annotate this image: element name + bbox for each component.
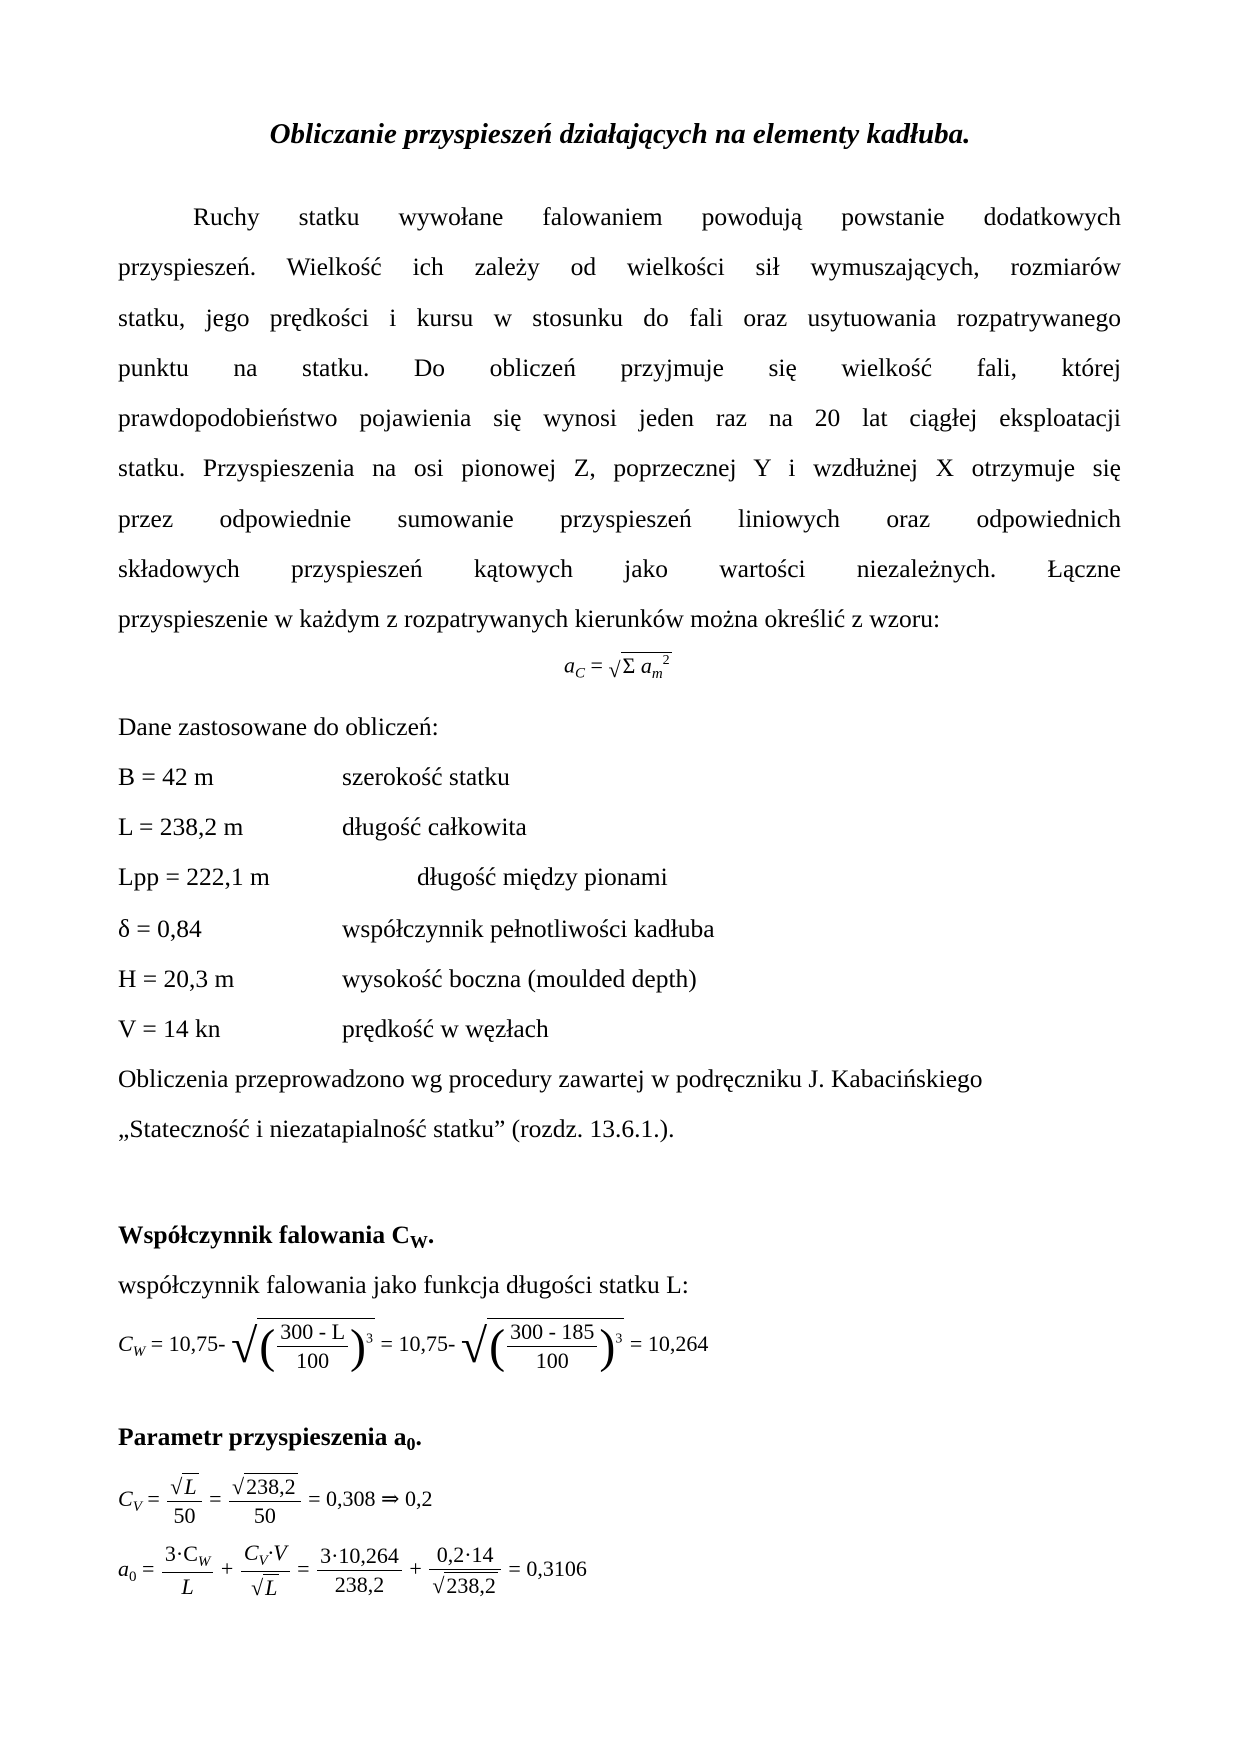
formula-equals: = (629, 1331, 643, 1357)
formula-equals: = (508, 1555, 521, 1581)
formula-superscript: 3 (366, 1331, 374, 1347)
param-symbol: H = 20,3 m (118, 964, 235, 993)
formula-result: 0,2 (404, 1485, 433, 1511)
radical-sign-icon: √ (251, 1575, 264, 1601)
formula-subscript: V (258, 1553, 268, 1569)
formula-subscript: V (132, 1498, 142, 1515)
formula-subscript: W (197, 1554, 211, 1571)
denominator: 50 (253, 1503, 276, 1529)
fraction (162, 1541, 214, 1600)
formula-symbol: a (640, 653, 652, 678)
formula-constant: 10,75- (168, 1331, 226, 1357)
formula-equals: = (590, 652, 603, 678)
formula-subscript: C (575, 665, 586, 682)
numerator: 0,2·14 (429, 1542, 501, 1570)
heading-text: . (427, 1220, 435, 1249)
param-desc: wysokość boczna (moulded depth) (342, 964, 697, 993)
radical-sign-icon: √ (460, 1320, 488, 1373)
formula-result: 0,308 (326, 1485, 376, 1511)
formula-equals: = (147, 1485, 160, 1511)
paren-left-icon: ( (259, 1319, 276, 1373)
param-symbol: V = 14 kn (118, 1014, 221, 1043)
paragraph-line: statku, jego prędkości i kursu w stosunku do fali oraz usytuowania rozpatrywanego (118, 302, 1121, 332)
formula-equals: = (297, 1555, 310, 1581)
heading-text: . (415, 1422, 422, 1451)
section-heading-cw (118, 1220, 434, 1253)
param-desc: współczynnik pełnotliwości kadłuba (342, 914, 715, 943)
radical-sign-icon: √ (232, 1474, 245, 1500)
square-root (231, 1318, 375, 1374)
paragraph-line: składowych przyspieszeń kątowych jako wartości niezależnych. Łączne (118, 554, 1121, 584)
paren-left-icon: ( (489, 1319, 506, 1373)
paragraph-line: prawdopodobieństwo pojawienia się wynosi jeden raz na 20 lat ciągłej eksploatacji (118, 403, 1121, 433)
source-note: Obliczenia przeprowadzono wg procedury zawartej w podręczniku J. Kabacińskiego (118, 1064, 983, 1093)
plus-sign: + (220, 1555, 234, 1581)
denominator (429, 1570, 501, 1599)
square-root (608, 652, 671, 683)
numerator: 300 - 185 (507, 1319, 597, 1347)
radicand: L (265, 1575, 278, 1601)
heading-text: Współczynnik falowania C (118, 1220, 410, 1249)
numerator: 300 - L (277, 1319, 348, 1347)
intro-paragraph (118, 192, 1121, 645)
data-heading: Dane zastosowane do obliczeń: (118, 712, 439, 741)
formula-wave-coefficient (118, 1318, 708, 1374)
plus-sign: + (409, 1555, 422, 1581)
formula-superscript: 2 (662, 653, 670, 668)
radical-sign-icon: √ (230, 1320, 258, 1373)
formula-equals: = (142, 1555, 155, 1581)
section-heading-a0 (118, 1422, 422, 1455)
fraction (277, 1319, 348, 1374)
numerator: 3·10,264 (317, 1543, 402, 1571)
fraction (167, 1472, 201, 1529)
numerator (229, 1472, 301, 1502)
paragraph-line: przyspieszenie w każdym z rozpatrywanych kierunków można określić z wzoru: (118, 604, 941, 634)
radicand: 238,2 (446, 1573, 496, 1599)
fraction (241, 1540, 290, 1601)
denominator: 50 (173, 1503, 196, 1529)
paragraph-line: przyspieszeń. Wielkość ich zależy od wielkości sił wymuszających, rozmiarów (118, 252, 1121, 282)
param-symbol: δ = 0,84 (118, 914, 202, 943)
denominator: L (181, 1574, 194, 1600)
source-note: „Stateczność i niezatapialność statku” (rozdz. 13.6.1.). (118, 1114, 675, 1143)
sigma-symbol: Σ (622, 653, 636, 678)
formula-superscript: 3 (615, 1331, 623, 1347)
section-cw-description: współczynnik falowania jako funkcja długości statku L: (118, 1270, 689, 1299)
fraction (429, 1542, 501, 1599)
numerator (241, 1540, 290, 1572)
formula-subscript: m (651, 666, 663, 682)
radicand: 238,2 (246, 1474, 296, 1500)
param-desc: długość całkowita (342, 812, 527, 841)
formula-subscript: W (132, 1344, 146, 1361)
numerator-text: 3·C (164, 1541, 198, 1567)
formula-equals: = (209, 1485, 222, 1511)
param-symbol: B = 42 m (118, 762, 214, 791)
fraction (507, 1319, 597, 1374)
formula-symbol: C (118, 1485, 133, 1511)
heading-subscript: 0 (406, 1434, 416, 1454)
heading-text: Parametr przyspieszenia a (118, 1422, 407, 1451)
param-desc: prędkość w węzłach (342, 1014, 549, 1043)
denominator: 238,2 (334, 1572, 385, 1598)
formula-subscript: 0 (129, 1568, 137, 1585)
param-symbol: Lpp = 222,1 m (118, 862, 270, 891)
numerator-text: C (243, 1540, 259, 1565)
formula-symbol: C (118, 1331, 133, 1357)
paragraph-line: przez odpowiednie sumowanie przyspieszeń liniowych oraz odpowiednich (118, 503, 1121, 533)
radical-sign-icon: √ (432, 1573, 445, 1599)
formula-equals: = (308, 1485, 321, 1511)
paren-right-icon: ) (350, 1319, 367, 1373)
square-root (461, 1318, 625, 1374)
fraction (317, 1543, 402, 1598)
formula-symbol: a (564, 652, 575, 678)
denominator (241, 1572, 290, 1601)
formula-symbol: a (118, 1555, 129, 1581)
formula-equals: = (150, 1331, 164, 1357)
document-title: Obliczanie przyspieszeń działających na elementy kadłuba. (269, 118, 971, 150)
param-desc: długość między pionami (417, 862, 668, 891)
formula-constant: 10,75- (398, 1331, 456, 1357)
param-symbol: L = 238,2 m (118, 812, 244, 841)
formula-total-acceleration (564, 652, 672, 683)
paragraph-line: punktu na statku. Do obliczeń przyjmuje się wielkość fali, której (118, 352, 1121, 382)
radical-sign-icon: √ (608, 657, 621, 682)
formula-equals: = (380, 1331, 393, 1357)
paren-right-icon: ) (599, 1319, 616, 1373)
paragraph-line: statku. Przyspieszenia na osi pionowej Z, poprzecznej Y i wzdłużnej X otrzymuje się (118, 453, 1121, 483)
paragraph-line: Ruchy statku wywołane falowaniem powodują powstanie dodatkowych (193, 202, 1121, 231)
numerator (162, 1541, 214, 1573)
radicand: L (184, 1474, 197, 1500)
heading-subscript: W (409, 1232, 428, 1252)
numerator-text: ·V (267, 1540, 287, 1565)
formula-result: 0,3106 (526, 1555, 587, 1581)
formula-cv (118, 1472, 432, 1529)
numerator (167, 1472, 201, 1502)
implies-arrow-icon: ⇒ (381, 1485, 400, 1511)
param-desc: szerokość statku (342, 762, 510, 791)
fraction (229, 1472, 301, 1529)
radical-sign-icon: √ (170, 1474, 183, 1500)
denominator: 100 (535, 1348, 569, 1373)
formula-a0 (118, 1540, 587, 1601)
formula-result: 10,264 (647, 1331, 709, 1357)
denominator: 100 (296, 1348, 330, 1373)
